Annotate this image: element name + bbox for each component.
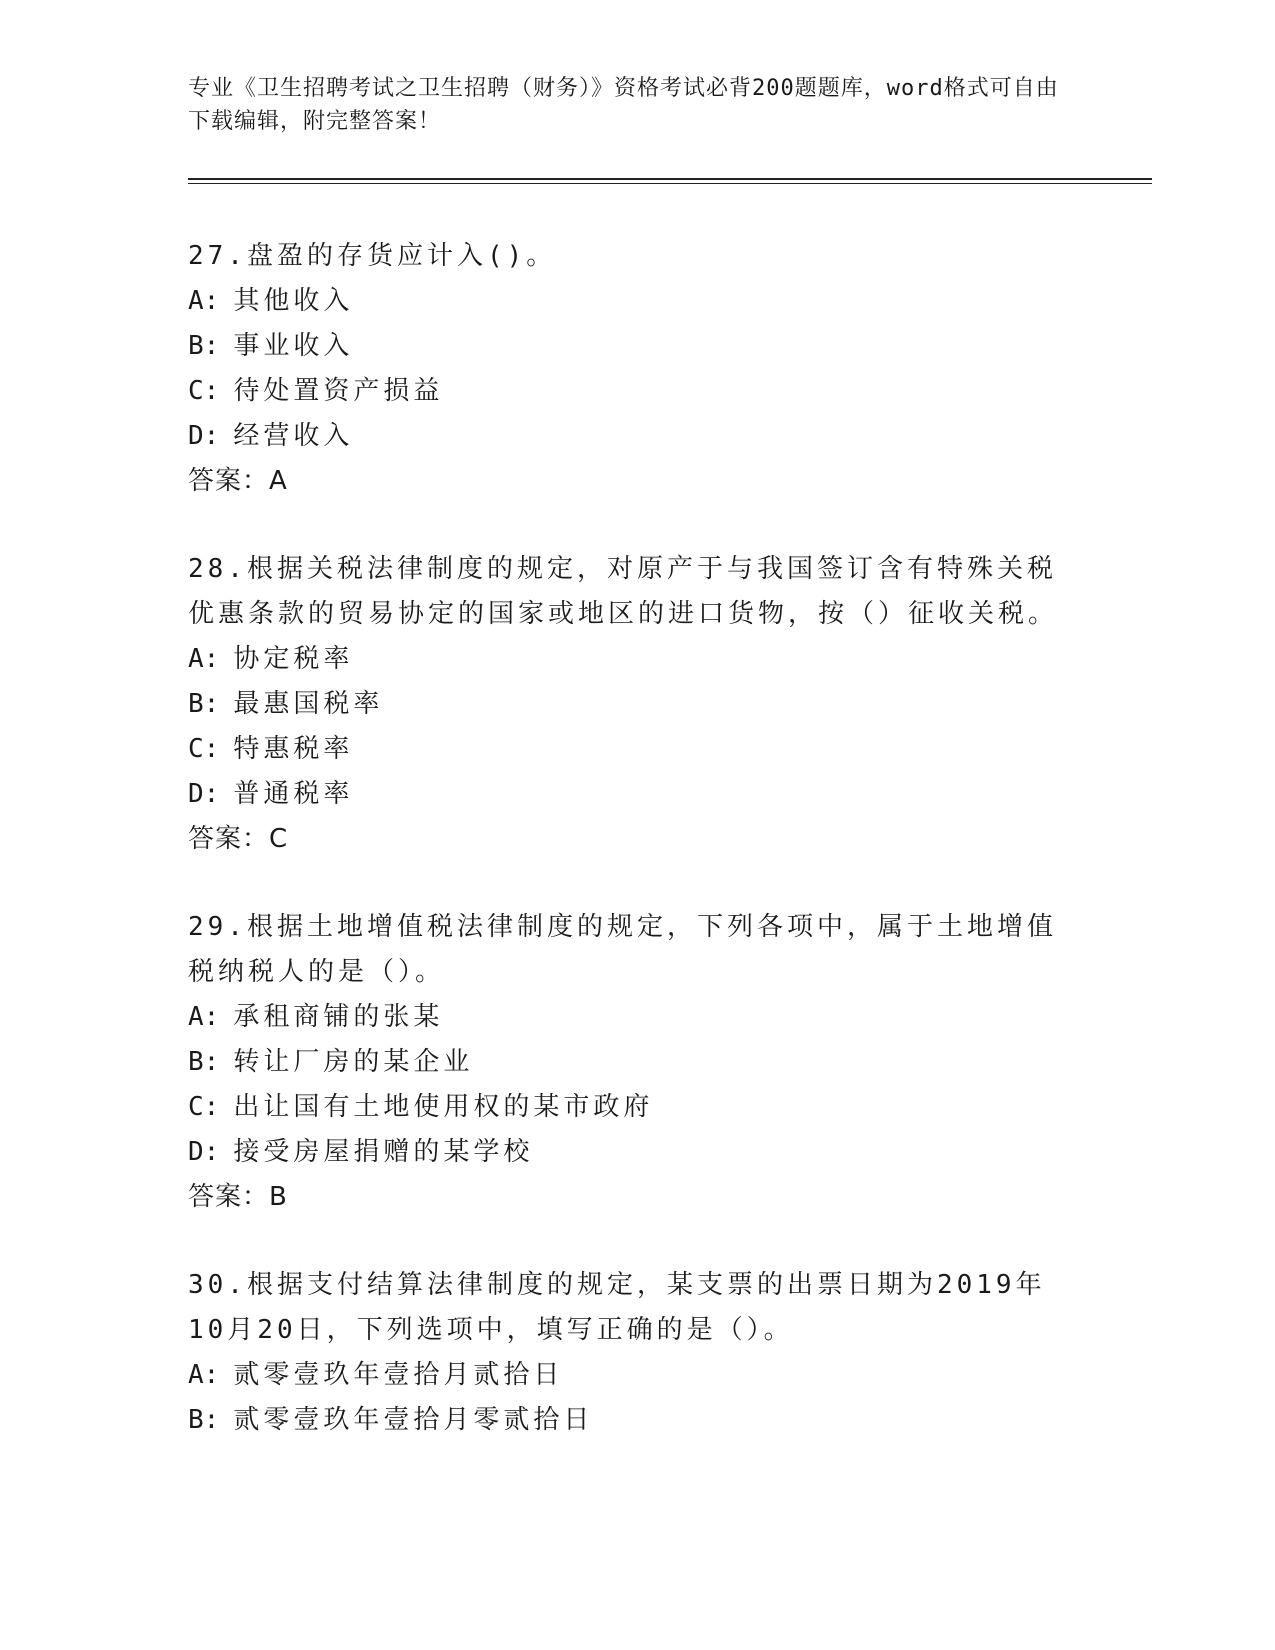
option-text: 出让国有土地使用权的某市政府 xyxy=(233,1092,654,1122)
option-text: 承租商铺的张某 xyxy=(233,1002,444,1032)
option-letter: D: xyxy=(188,779,220,809)
option-text: 待处置资产损益 xyxy=(233,376,444,406)
option-b xyxy=(188,1398,1078,1443)
option-letter: C: xyxy=(188,1092,220,1122)
option-a xyxy=(188,279,1078,324)
question-29 xyxy=(188,905,1078,1220)
option-text: 其他收入 xyxy=(233,286,354,316)
option-c xyxy=(188,727,1078,772)
question-list xyxy=(188,234,1078,1486)
header-divider-thick xyxy=(188,178,1152,180)
question-stem: 28.根据关税法律制度的规定，对原产于与我国签订含有特殊关税优惠条款的贸易协定的国家或地区的进口货物，按（）征收关税。 xyxy=(188,554,1059,629)
option-b xyxy=(188,324,1078,369)
question-28 xyxy=(188,547,1078,862)
option-letter: C: xyxy=(188,376,220,406)
option-text: 接受房屋捐赠的某学校 xyxy=(233,1137,534,1167)
answer-line: 答案：A xyxy=(188,466,288,496)
option-letter: A: xyxy=(188,644,220,674)
header-divider-thin xyxy=(188,183,1152,184)
option-letter: B: xyxy=(188,1047,220,1077)
document-header: 专业《卫生招聘考试之卫生招聘（财务）》资格考试必背200题题库，word格式可自由下载编辑，附完整答案！ xyxy=(188,76,1059,134)
option-c xyxy=(188,369,1078,414)
option-text: 贰零壹玖年壹拾月零贰拾日 xyxy=(233,1405,594,1435)
option-text: 贰零壹玖年壹拾月贰拾日 xyxy=(233,1360,564,1390)
option-a xyxy=(188,1353,1078,1398)
option-b xyxy=(188,682,1078,727)
option-text: 转让厂房的某企业 xyxy=(233,1047,474,1077)
option-letter: B: xyxy=(188,331,220,361)
option-letter: A: xyxy=(188,1002,220,1032)
option-d xyxy=(188,1130,1078,1175)
option-text: 普通税率 xyxy=(233,779,354,809)
option-letter: A: xyxy=(188,286,220,316)
option-b xyxy=(188,1040,1078,1085)
option-a xyxy=(188,637,1078,682)
option-text: 最惠国税率 xyxy=(233,689,384,719)
option-d xyxy=(188,414,1078,459)
question-stem: 30.根据支付结算法律制度的规定，某支票的出票日期为2019年10月20日，下列选项中，填写正确的是（）。 xyxy=(188,1270,1046,1345)
option-text: 经营收入 xyxy=(233,421,354,451)
option-letter: C: xyxy=(188,734,220,764)
option-text: 特惠税率 xyxy=(233,734,354,764)
question-30 xyxy=(188,1263,1078,1443)
option-text: 事业收入 xyxy=(233,331,354,361)
answer-line: 答案：C xyxy=(188,824,289,854)
question-stem: 29.根据土地增值税法律制度的规定，下列各项中，属于土地增值税纳税人的是（）。 xyxy=(188,912,1057,987)
option-a xyxy=(188,995,1078,1040)
option-letter: B: xyxy=(188,1405,220,1435)
option-c xyxy=(188,1085,1078,1130)
question-stem: 27.盘盈的存货应计入()。 xyxy=(188,241,557,271)
option-letter: D: xyxy=(188,421,220,451)
question-27 xyxy=(188,234,1078,504)
answer-line: 答案：B xyxy=(188,1182,288,1212)
option-letter: A: xyxy=(188,1360,220,1390)
option-text: 协定税率 xyxy=(233,644,354,674)
option-d xyxy=(188,772,1078,817)
option-letter: B: xyxy=(188,689,220,719)
option-letter: D: xyxy=(188,1137,220,1167)
